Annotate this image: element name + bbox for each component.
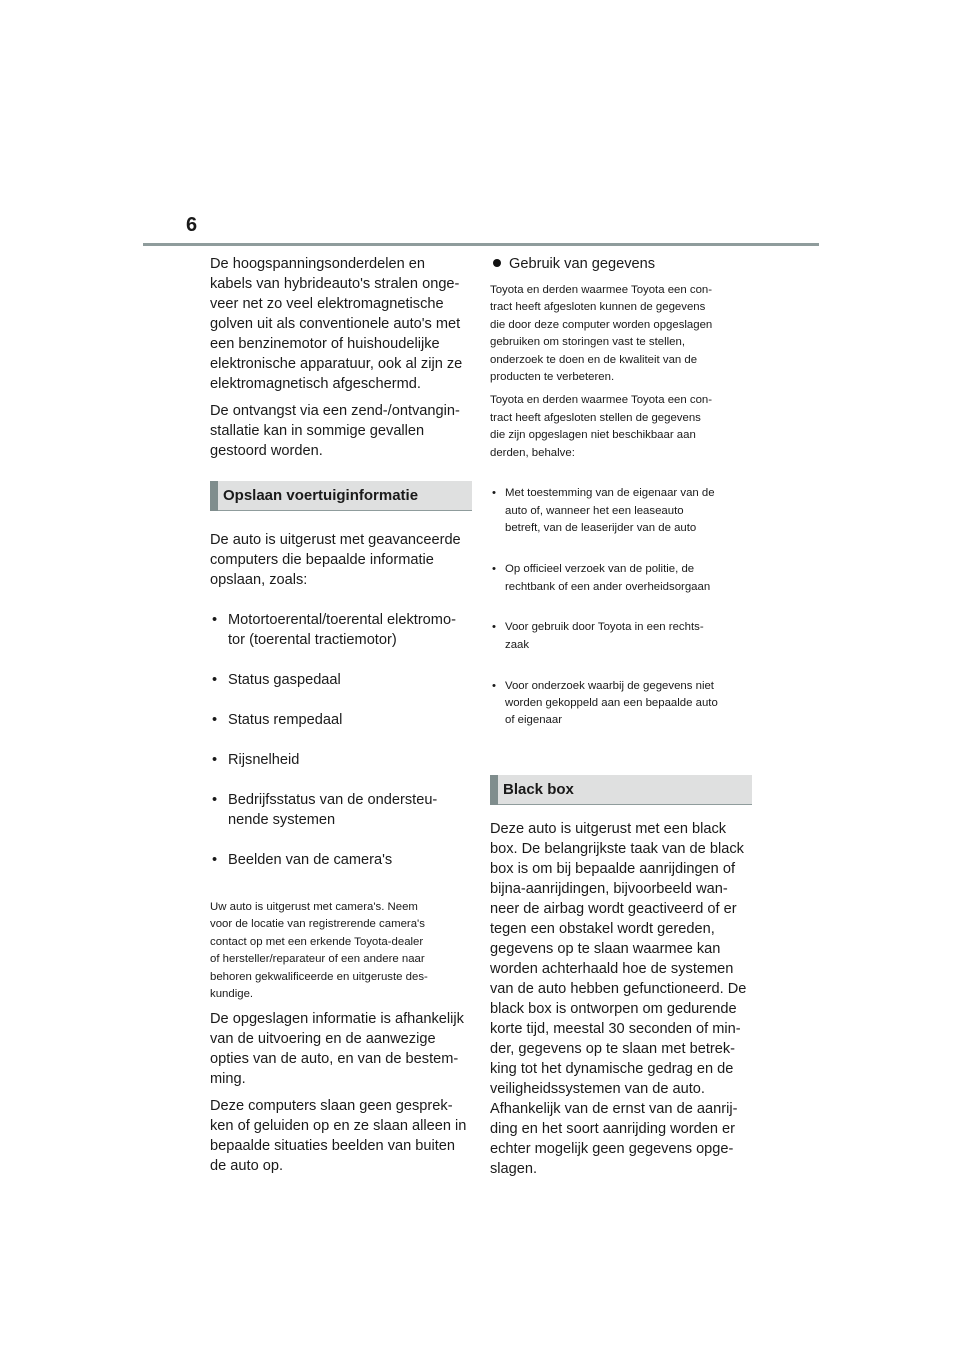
paragraph-data-use: Toyota en derden waarmee Toyota een con- tract heeft afgesloten kunnen de gegevens die door deze computer worden opgeslagen gebruiken om storingen vast te stellen, onderzoek te doen en de kwaliteit van de producten te verbeteren. bbox=[490, 284, 713, 384]
paragraph-black-box: Deze auto is uitgerust met een black box. De belangrijkste taak van de black box is om bij bepaalde aanrijdingen of bijna-aanrijdingen, bijvoorbeeld wan- neer de airbag wordt geactiveerd of er tegen een obstakel wordt gereden, gegevens op te slaan waarmee kan worden achterhaald hoe de systemen van de auto hebben gefunctioneerd. De black box is ontworpen om gedurende korte tijd, meestal 30 seconden of min- der, gegevens op te slaan met betrek- king tot het dynamische gedrag en de veiligheidssystemen van de auto. Afhankelijk van de ernst van de aanrij- ding en het soort aanrijding worden er echter mogelijk geen gegevens opge- slagen. bbox=[490, 821, 747, 1178]
right-column bbox=[490, 254, 752, 1186]
list-item: • Bedrijfsstatus van de ondersteu- nende systemen bbox=[210, 790, 472, 830]
left-column bbox=[210, 254, 472, 1183]
bullet-heading-text: Gebruik van gegevens bbox=[509, 256, 656, 272]
section-heading-vehicle-data: Opslaan voertuiginformatie bbox=[210, 481, 472, 511]
list-item: • Op officieel verzoek van de politie, de rechtbank of een ander overheidsorgaan bbox=[490, 561, 752, 596]
list-item: • Motortoerental/toerental elektromo- tor (toerental tractiemotor) bbox=[210, 610, 472, 650]
paragraph-stored-info: De opgeslagen informatie is afhankelijk van de uitvoering en de aanwezige opties van de auto, en van de bestem- ming. bbox=[210, 1011, 464, 1088]
list-item: • Status gaspedaal bbox=[210, 670, 472, 690]
list-item: • Beelden van de camera's bbox=[210, 850, 472, 870]
list-item: • Voor gebruik door Toyota in een rechts- zaak bbox=[490, 619, 752, 654]
bullet-heading bbox=[490, 254, 752, 274]
exceptions-list bbox=[490, 468, 752, 753]
section-heading-black-box: Black box bbox=[490, 775, 752, 805]
paragraph-computers: De auto is uitgerust met geavanceerde computers die bepaalde informatie opslaan, zoals: bbox=[210, 532, 461, 588]
paragraph-no-audio: Deze computers slaan geen gesprek- ken of geluiden op en ze slaan alleen in bepaalde situaties beelden van buiten de auto op. bbox=[210, 1098, 467, 1175]
camera-note: Uw auto is uitgerust met camera's. Neem voor de locatie van registrerende camera's contact op met een erkende Toyota-dealer of hersteller/reparateur of een andere naar behoren gekwalificeerde en uitgeruste des- kundige. bbox=[210, 901, 428, 1001]
bullet-dot-icon bbox=[493, 259, 501, 267]
page-number: 6 bbox=[186, 214, 198, 236]
paragraph-hv-components: De hoogspanningsonderdelen en kabels van hybrideauto's stralen onge- veer net zo veel elektromagnetische golven uit als conventionele auto's met een benzinemotor of huishoudelijke elektronische apparatuur, ook al zijn ze elektromagnetisch afgeschermd. bbox=[210, 256, 463, 392]
stored-data-list bbox=[210, 590, 472, 890]
list-item: • Status rempedaal bbox=[210, 710, 472, 730]
list-item: • Met toestemming van de eigenaar van de auto of, wanneer het een leaseauto betreft, van de leaserijder van de auto bbox=[490, 485, 752, 537]
list-item: • Rijsnelheid bbox=[210, 750, 472, 770]
header-rule bbox=[143, 243, 819, 246]
paragraph-reception: De ontvangst via een zend-/ontvangin- stallatie kan in sommige gevallen gestoord worden. bbox=[210, 403, 460, 459]
paragraph-data-sharing: Toyota en derden waarmee Toyota een con- tract heeft afgesloten stellen de gegevens die zijn opgeslagen niet beschikbaar aan derden, behalve: bbox=[490, 394, 713, 459]
list-item: • Voor onderzoek waarbij de gegevens niet worden gekoppeld aan een bepaalde auto of eigenaar bbox=[490, 678, 752, 730]
